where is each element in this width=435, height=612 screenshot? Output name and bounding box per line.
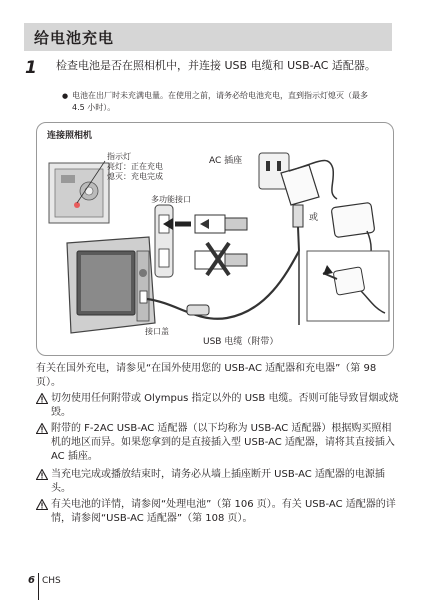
connection-figure [36, 122, 394, 356]
usb-ac-adapter-direct [281, 165, 319, 251]
page-number: 6 [28, 575, 35, 586]
section-title-bar [24, 23, 392, 51]
ac-outlet-label: AC 插座 [209, 156, 243, 166]
section-title: 给电池充电 [34, 29, 115, 47]
warning-triangle-icon [36, 393, 48, 404]
footer-divider [38, 573, 39, 600]
indicator-label-title: 指示灯 [107, 152, 131, 161]
indicator-label-on: 亮灯：正在充电 [107, 162, 163, 171]
warning-3 [36, 468, 400, 496]
warning-triangle-icon [36, 499, 48, 510]
camera-top-inset-illustration [49, 161, 109, 223]
multi-connector-zoom [155, 205, 173, 277]
warning-2-text: 附带的 F-2AC USB-AC 适配器（以下均称为 USB-AC 适配器）根据购买照相机的地区而异。如果您拿到的是直接插入型 USB-AC 适配器，请将其直接插入 AC 插座。 [51, 423, 395, 462]
step-number: 1 [25, 58, 37, 78]
warning-3-text: 当充电完成或播放结束时，请务必从墙上插座断开 USB-AC 适配器的电源插头。 [51, 469, 385, 494]
figure-heading: 连接照相机 [47, 131, 93, 141]
warning-4-text: 有关电池的详情，请参阅“处理电池”（第 106 页）。有关 USB-AC 适配器的详情，请参阅“USB-AC 适配器”（第 108 页）。 [51, 499, 396, 524]
usb-plug-wrong [195, 243, 247, 275]
camera-body-illustration [67, 237, 155, 333]
connector-cover-label: 接口盖 [145, 327, 169, 336]
warning-1 [36, 392, 400, 420]
step-text: 检查电池是否在照相机中，并连接 USB 电缆和 USB-AC 适配器。 [56, 59, 376, 72]
page-language: CHS [42, 576, 61, 586]
warning-4 [36, 498, 400, 526]
warning-2 [36, 422, 400, 464]
multi-connector-label: 多功能接口 [151, 195, 191, 204]
warning-1-text: 切勿使用任何附带或 Olympus 指定以外的 USB 电缆。否则可能导致冒烟或烧毁。 [51, 393, 399, 418]
bullet-icon: ● [62, 92, 69, 100]
usb-cable-label: USB 电缆（附带） [203, 337, 279, 347]
step-bullet-text: 电池在出厂时未充满电量。在使用之前，请务必给电池充电，直到指示灯熄灭（最多 4.5 小时）。 [72, 91, 368, 112]
warning-triangle-icon [36, 469, 48, 480]
or-label: 或 [309, 213, 319, 223]
warning-triangle-icon [36, 423, 48, 434]
overseas-note: 有关在国外充电，请参见“在国外使用您的 USB-AC 适配器和充电器”（第 98 页）。 [36, 363, 377, 388]
ferrite-core [187, 305, 209, 315]
indicator-label-off: 熄灭：充电完成 [107, 172, 163, 181]
usb-plug-correct [163, 215, 247, 233]
adapter-connection-zoom [307, 251, 389, 321]
